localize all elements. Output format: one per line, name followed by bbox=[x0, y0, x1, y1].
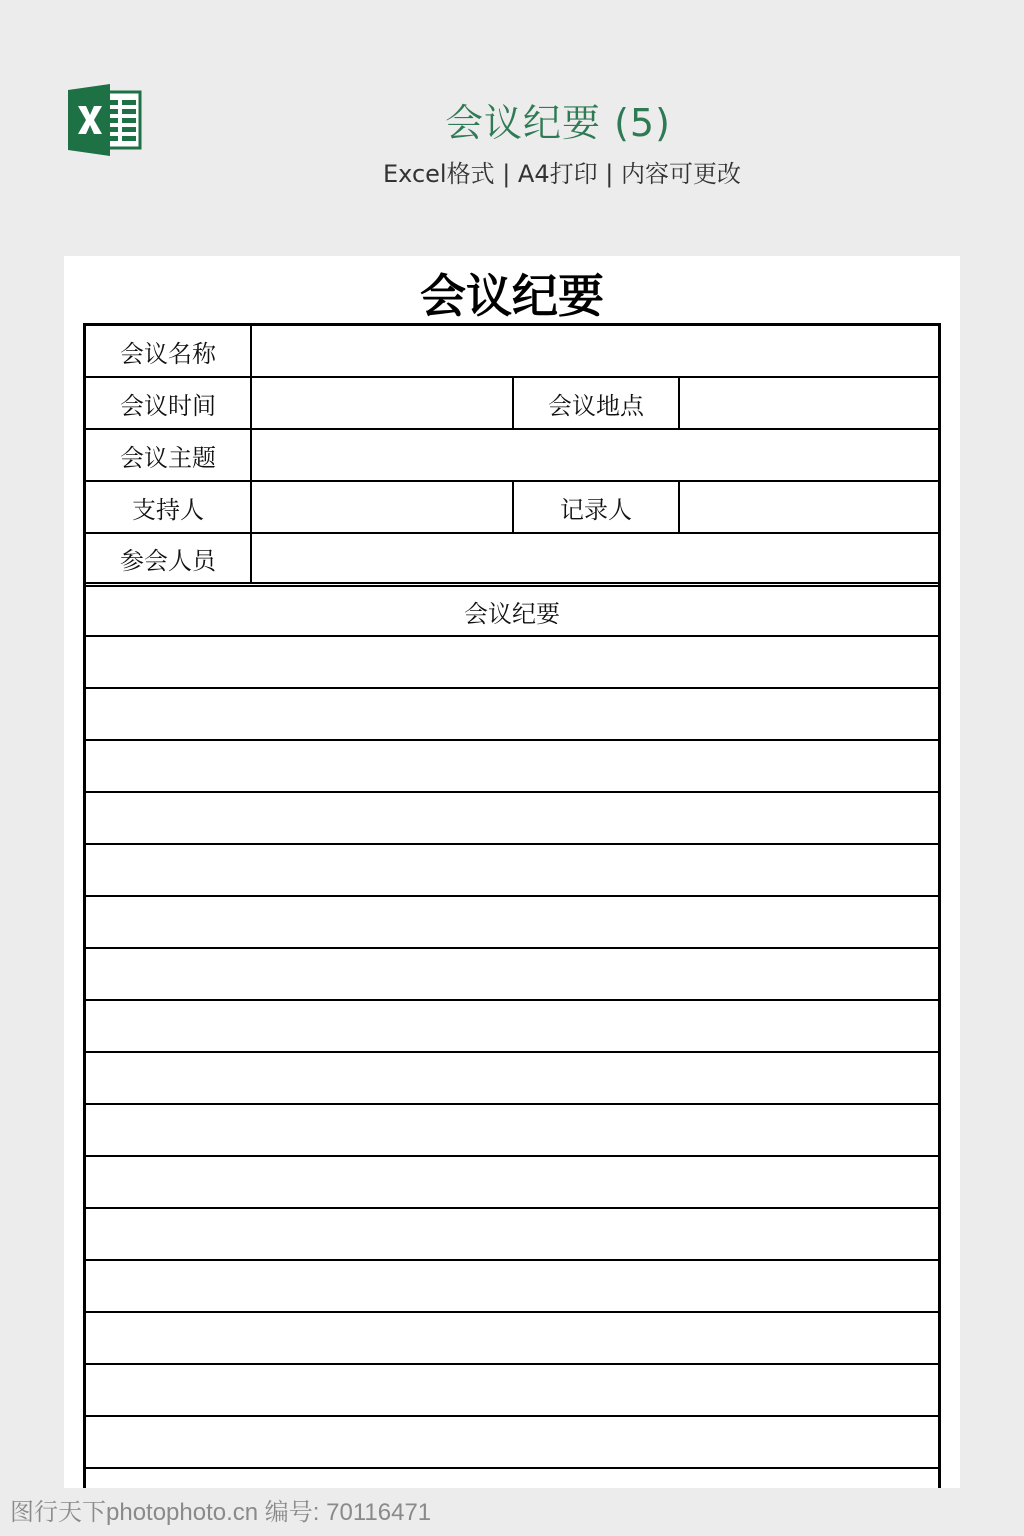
meeting-topic-label: 会议主题 bbox=[86, 430, 252, 480]
minutes-line-row[interactable] bbox=[86, 637, 938, 689]
page-title: 会议纪要 (5) bbox=[445, 101, 671, 145]
minutes-line-row[interactable] bbox=[86, 1157, 938, 1209]
host-field[interactable] bbox=[252, 482, 514, 532]
minutes-line-row[interactable] bbox=[86, 845, 938, 897]
row-meeting-topic bbox=[86, 430, 938, 482]
meeting-name-label: 会议名称 bbox=[86, 326, 252, 376]
sheet-title: 会议纪要 bbox=[420, 269, 604, 323]
minutes-form bbox=[83, 323, 941, 1488]
meeting-topic-field[interactable] bbox=[252, 430, 938, 480]
recorder-field[interactable] bbox=[680, 482, 938, 532]
meeting-time-label: 会议时间 bbox=[86, 378, 252, 428]
watermark-text: 图行天下photophoto.cn 编号: 70116471 bbox=[10, 1499, 432, 1526]
minutes-line-row[interactable] bbox=[86, 1365, 938, 1417]
row-host-recorder bbox=[86, 482, 938, 534]
row-meeting-name bbox=[86, 326, 938, 378]
minutes-line-row[interactable] bbox=[86, 689, 938, 741]
minutes-section-title: 会议纪要 bbox=[86, 587, 938, 637]
minutes-line-row[interactable] bbox=[86, 1209, 938, 1261]
document-sheet bbox=[64, 256, 960, 1488]
minutes-line-row[interactable] bbox=[86, 1313, 938, 1365]
minutes-line-row[interactable] bbox=[86, 1261, 938, 1313]
host-label: 支持人 bbox=[86, 482, 252, 532]
meeting-name-field[interactable] bbox=[252, 326, 938, 376]
attendees-field[interactable] bbox=[252, 534, 938, 582]
meeting-place-field[interactable] bbox=[680, 378, 938, 428]
minutes-line-row[interactable] bbox=[86, 1053, 938, 1105]
minutes-line-row[interactable] bbox=[86, 897, 938, 949]
minutes-line-row[interactable] bbox=[86, 1001, 938, 1053]
minutes-line-row[interactable] bbox=[86, 949, 938, 1001]
minutes-line-row[interactable] bbox=[86, 793, 938, 845]
attendees-label: 参会人员 bbox=[86, 534, 252, 582]
meeting-place-label: 会议地点 bbox=[514, 378, 680, 428]
minutes-line-row[interactable] bbox=[86, 741, 938, 793]
minutes-line-row[interactable] bbox=[86, 1105, 938, 1157]
minutes-line-row[interactable] bbox=[86, 1417, 938, 1469]
recorder-label: 记录人 bbox=[514, 482, 680, 532]
row-meeting-time-place bbox=[86, 378, 938, 430]
row-attendees bbox=[86, 534, 938, 584]
meeting-time-field[interactable] bbox=[252, 378, 514, 428]
page-subtitle: Excel格式 | A4打印 | 内容可更改 bbox=[383, 160, 741, 188]
